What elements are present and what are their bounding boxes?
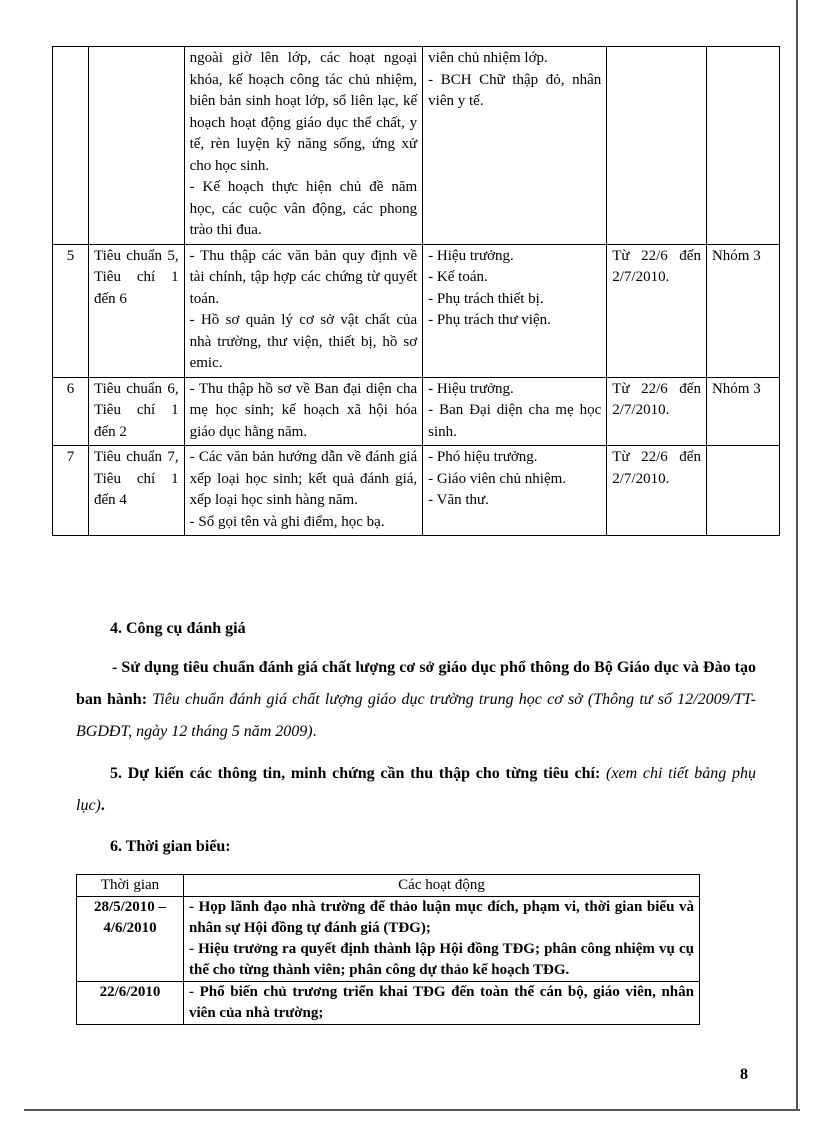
section-4-italic: Tiêu chuẩn đánh giá chất lượng giáo dục trường trung học cơ sở (Thông tư số 12/2009/TT-BGDĐT, ngày 12 tháng 5 năm 2009) [76, 691, 756, 740]
content-line: - Các văn bản hướng dẫn về đánh giá xếp loại học sinh; kết quả đánh giá, xếp loại học sinh hàng năm. [189, 449, 418, 508]
section-6-heading: 6. Thời gian biểu: [110, 838, 231, 855]
row-number: 6 [53, 377, 89, 446]
section-4-text: - Sử dụng tiêu chuẩn đánh giá chất lượng cơ sở giáo dục phổ thông do Bộ Giáo dục và Đào tạo ban hành: [76, 659, 756, 708]
schedule-header-row [77, 875, 700, 897]
row-number: 5 [53, 244, 89, 377]
schedule-table [76, 874, 700, 1025]
row-persons [423, 446, 607, 536]
section-5-end: . [100, 797, 105, 814]
row-number [53, 47, 89, 245]
schedule-date: 28/5/2010 – 4/6/2010 [77, 897, 184, 982]
content-line: - Hồ sơ quản lý cơ sở vật chất của nhà trường, thư viện, thiết bị, hồ sơ emic. [189, 312, 418, 371]
row-time [607, 47, 707, 245]
schedule-date: 22/6/2010 [77, 982, 184, 1025]
table-row [53, 446, 780, 536]
page-number: 8 [740, 1066, 748, 1083]
table-row [77, 982, 700, 1025]
person-line: - Phó hiệu trưởng. [428, 449, 538, 465]
person-line: - Ban Đại diện cha mẹ học sinh. [428, 402, 602, 440]
content-line: - Thu thập các văn bản quy định về tài chính, tập hợp các chứng từ quyết toán. [189, 247, 418, 307]
person-line: - Kế toán. [428, 269, 488, 285]
content-line: - Thu thập hồ sơ về Ban đại diện cha mẹ học sinh; kế hoạch xã hội hóa giáo dục hằng năm. [189, 380, 418, 440]
person-line: - Phụ trách thư viện. [428, 312, 551, 328]
person-line: - Giáo viên chủ nhiệm. [428, 470, 567, 487]
table-row [53, 244, 780, 377]
row-content [184, 244, 423, 377]
row-standard: Tiêu chuẩn 6, Tiêu chí 1 đến 2 [88, 377, 184, 446]
schedule-activities [184, 982, 700, 1025]
header-activities: Các hoạt động [184, 875, 700, 897]
schedule-activities [184, 897, 700, 982]
content-line: - Sổ gọi tên và ghi điểm, học bạ. [189, 513, 385, 530]
row-group: Nhóm 3 [706, 377, 779, 446]
section-4-end: . [312, 723, 317, 740]
activity-line: - Hiệu trưởng ra quyết định thành lập Hội đồng TĐG; phân công nhiệm vụ cụ thể cho từng thành viên; phân công dự thảo kế hoạch TĐG. [189, 941, 694, 978]
section-5-italic: (xem chi tiết bảng phụ lục) [76, 765, 756, 814]
person-line: - Hiệu trưởng. [428, 247, 514, 264]
person-line: viên chủ nhiệm lớp. [428, 50, 548, 66]
row-group [706, 47, 779, 245]
section-5-text: 5. Dự kiến các thông tin, minh chứng cần thu thập cho từng tiêu chí: [110, 765, 607, 782]
evaluation-plan-table [52, 46, 780, 536]
activity-line: - Phổ biến chủ trương triển khai TĐG đến toàn thể cán bộ, giáo viên, nhân viên của nhà trường; [189, 984, 694, 1021]
row-standard [88, 47, 184, 245]
person-line: - Văn thư. [428, 492, 489, 508]
row-time: Từ 22/6 đến 2/7/2010. [607, 377, 707, 446]
content-line: ngoài giờ lên lớp, các hoạt ngoại khóa, kế hoạch công tác chủ nhiệm, biên bản sinh hoạt lớp, sổ liên lạc, kế hoạch hoạt động giáo dục thể chất, y tế, rèn luyện kỹ năng sống, ứng xử cho học sinh. [189, 50, 418, 174]
table-row [53, 377, 780, 446]
activity-line: - Họp lãnh đạo nhà trường để thảo luận mục đích, phạm vi, thời gian biểu và nhân sự Hội đồng tự đánh giá (TĐG); [189, 899, 694, 936]
row-persons [423, 377, 607, 446]
person-line: - Hiệu trưởng. [428, 380, 514, 397]
section-4-paragraph [76, 652, 756, 748]
row-group: Nhóm 3 [706, 244, 779, 377]
row-content [184, 47, 423, 245]
row-persons [423, 244, 607, 377]
page-edge-bottom [24, 1109, 800, 1111]
table-row [77, 897, 700, 982]
section-5-paragraph [76, 758, 756, 822]
row-time: Từ 22/6 đến 2/7/2010. [607, 244, 707, 377]
person-line: - BCH Chữ thập đỏ, nhân viên y tế. [428, 71, 602, 109]
row-group [706, 446, 779, 536]
row-standard: Tiêu chuẩn 7, Tiêu chí 1 đến 4 [88, 446, 184, 536]
row-standard: Tiêu chuẩn 5, Tiêu chí 1 đến 6 [88, 244, 184, 377]
row-content [184, 446, 423, 536]
table-row [53, 47, 780, 245]
row-persons [423, 47, 607, 245]
header-time: Thời gian [77, 875, 184, 897]
page-edge-right [796, 0, 798, 1110]
person-line: - Phụ trách thiết bị. [428, 290, 544, 307]
section-4-heading: 4. Công cụ đánh giá [110, 620, 246, 637]
row-content [184, 377, 423, 446]
content-line: - Kế hoạch thực hiện chủ đề năm học, các cuộc vân động, các phong trào thi đua. [189, 179, 418, 238]
row-time: Từ 22/6 đến 2/7/2010. [607, 446, 707, 536]
row-number: 7 [53, 446, 89, 536]
